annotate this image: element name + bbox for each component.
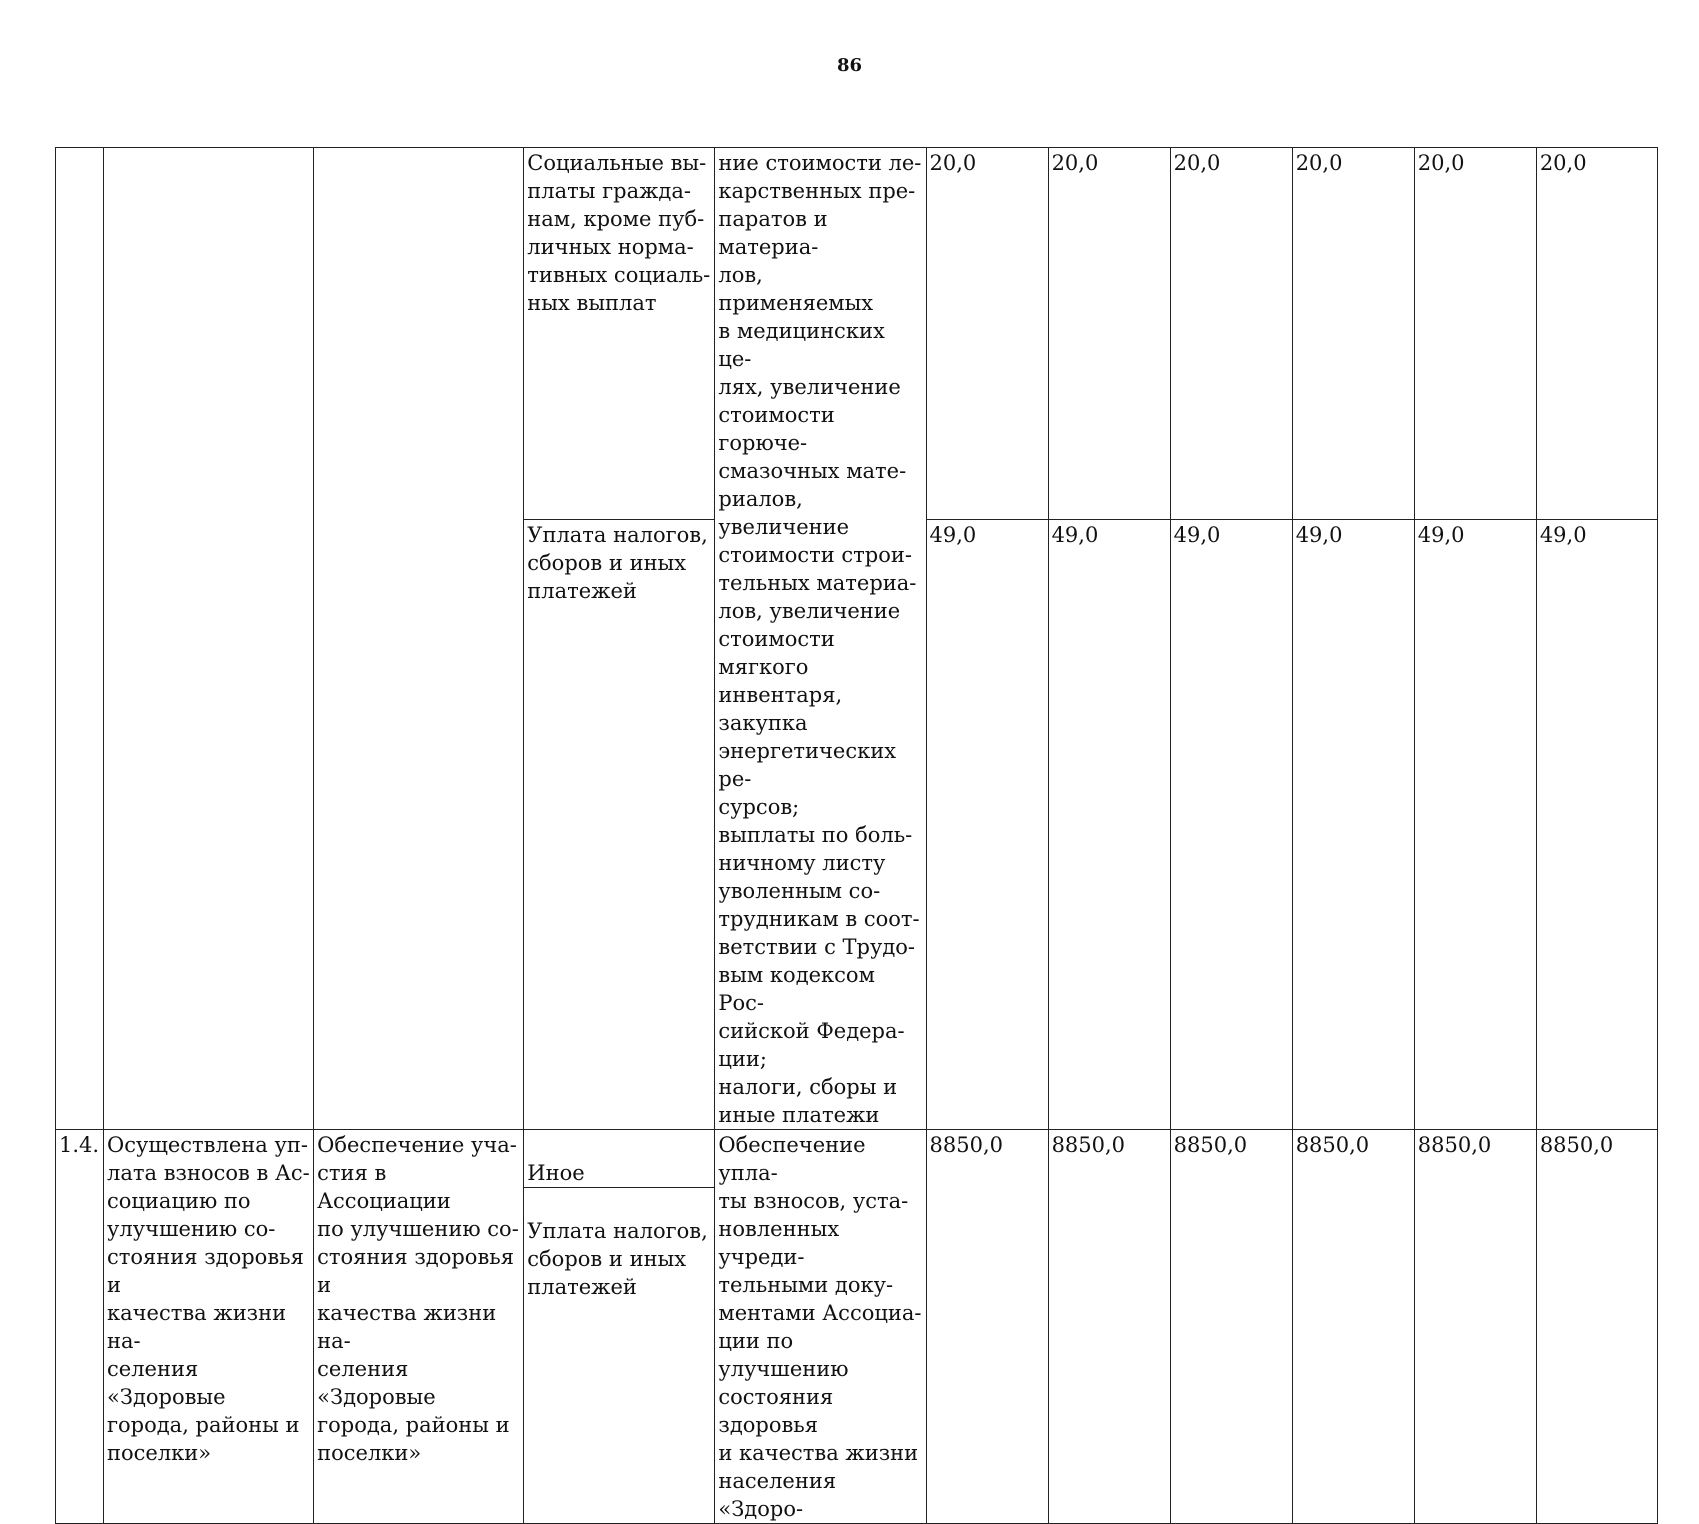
page-number: 86 (836, 55, 863, 76)
value-cell: 20,0 (926, 148, 1048, 520)
value-cell: 49,0 (1536, 519, 1657, 1129)
value-cell: 8850,0 (926, 1130, 1048, 1524)
value-cell: 8850,0 (1414, 1130, 1536, 1524)
measure-cell: Обеспечение уча- стия в Ассоциации по улучшению со- стояния здоровья и качества жизни на- селения «Здоровые города, районы и поселки» (314, 1130, 524, 1524)
value-cell: 8850,0 (1048, 1130, 1170, 1524)
value-cell: 49,0 (1048, 519, 1170, 1129)
value-cell: 49,0 (1414, 519, 1536, 1129)
justification-cell: Обеспечение упла- ты взносов, уста- новленных учреди- тельными доку- ментами Ассоциа- ции по улучшению состояния здоровья и качества жизни населения «Здоро- (715, 1130, 926, 1524)
value-cell: 49,0 (926, 519, 1048, 1129)
expense-type-header: Иное (524, 1158, 714, 1188)
table-row (56, 148, 1658, 520)
result-cell (104, 148, 314, 1130)
value-cell: 8850,0 (1292, 1130, 1414, 1524)
value-cell: 8850,0 (1536, 1130, 1657, 1524)
measure-cell (314, 148, 524, 1130)
result-cell: Осуществлена уп- лата взносов в Ас- социацию по улучшению со- стояния здоровья и качества жизни на- селения «Здоровые города, районы и поселки» (104, 1130, 314, 1524)
justification-cell: ние стоимости ле- карственных пре- паратов и материа- лов, применяемых в медицинских це- лях, увеличение стоимости горюче- смазочных мате- риалов, увеличение стоимости строи- тельных материа- лов, увеличение стоимости мягкого инвентаря, закупка энергетических ре- сурсов; выплаты по боль- ничному листу уволенным со- трудникам в соот- ветствии с Трудо- вым кодексом Рос- сийской Федера- ции; налоги, сборы и иные платежи (715, 148, 926, 1130)
expense-type-cell (524, 1130, 715, 1524)
budget-table (55, 147, 1658, 1524)
value-cell: 20,0 (1048, 148, 1170, 520)
expense-type-cell: Социальные вы- платы гражда- нам, кроме пуб- личных норма- тивных социаль- ных выплат (524, 148, 715, 520)
value-cell: 49,0 (1170, 519, 1292, 1129)
expense-type-cell: Уплата налогов, сборов и иных платежей (524, 519, 715, 1129)
table-row (56, 1130, 1658, 1524)
row-number-cell: 1.4. (56, 1130, 104, 1524)
value-cell: 49,0 (1292, 519, 1414, 1129)
expense-type-body: Уплата налогов, сборов и иных платежей (527, 1219, 708, 1299)
value-cell: 8850,0 (1170, 1130, 1292, 1524)
value-cell: 20,0 (1170, 148, 1292, 520)
value-cell: 20,0 (1414, 148, 1536, 520)
value-cell: 20,0 (1292, 148, 1414, 520)
row-number-cell (56, 148, 104, 1130)
value-cell: 20,0 (1536, 148, 1657, 520)
